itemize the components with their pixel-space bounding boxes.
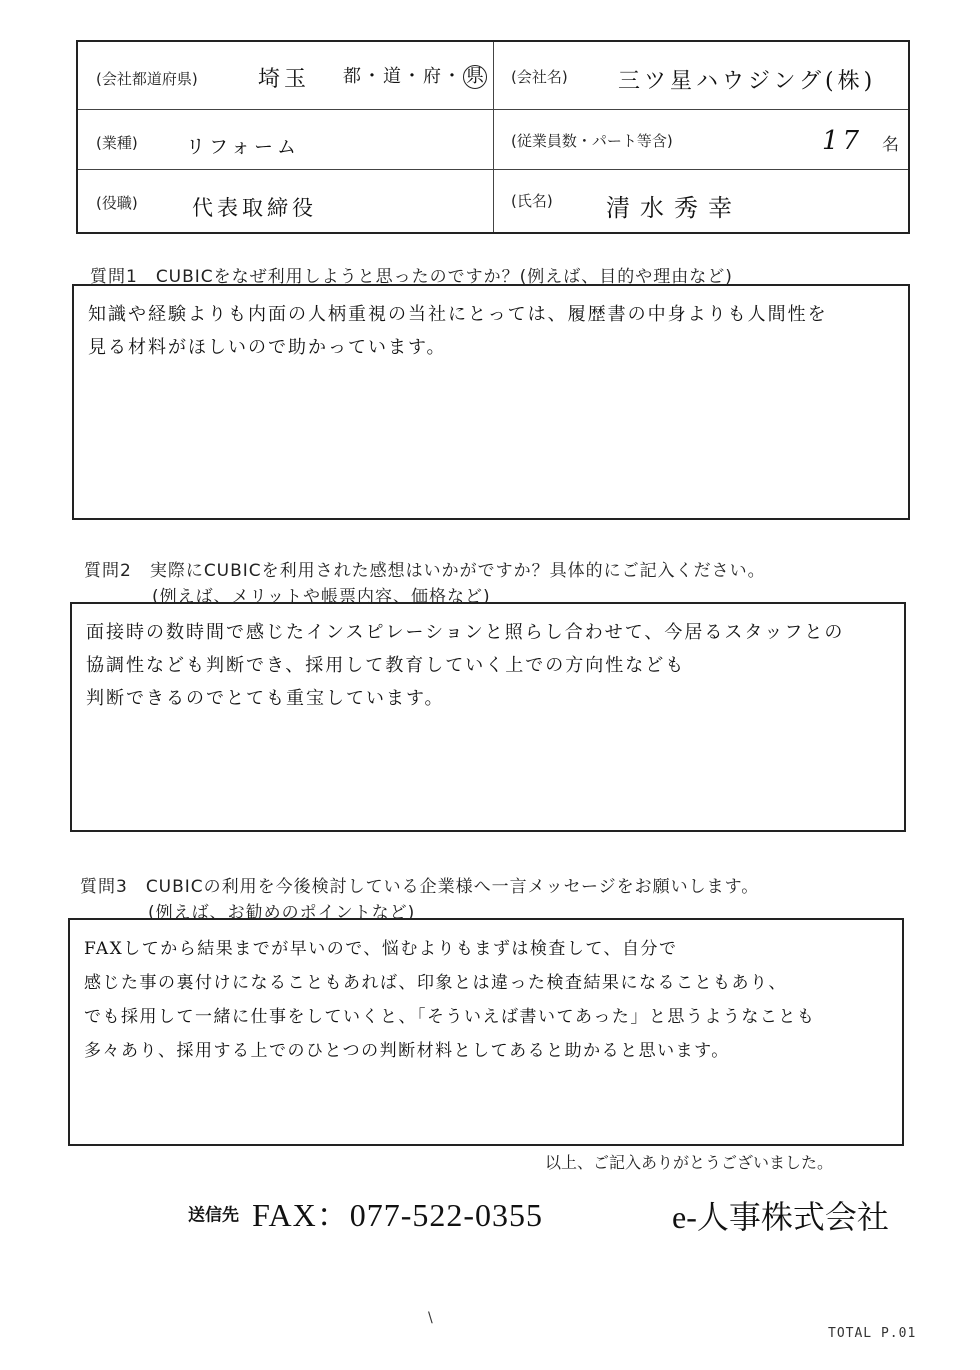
company-name: e-人事株式会社 xyxy=(672,1199,889,1235)
question-3-subtitle: (例えば、お勧めのポイントなど) xyxy=(148,903,416,923)
industry-label: (業種) xyxy=(96,134,138,152)
company-value: 三ツ星ハウジング(株) xyxy=(618,69,877,94)
question-3-answer-box xyxy=(68,918,904,1146)
fax-number: FAX：077-522-0355 xyxy=(252,1197,544,1233)
closing-thanks: 以上、ご記入ありがとうございました。 xyxy=(545,1153,834,1172)
column-divider xyxy=(493,110,494,169)
position-label: (役職) xyxy=(96,194,138,212)
name-value: 清水秀幸 xyxy=(606,194,742,222)
question-2-subtitle: (例えば、メリットや帳票内容、価格など) xyxy=(152,587,491,607)
answer-line: 協調性なども判断でき、採用して教育していく上での方向性なども xyxy=(86,655,686,676)
column-divider xyxy=(493,170,494,232)
name-label: (氏名) xyxy=(511,192,553,210)
fax-destination-label: 送信先 xyxy=(188,1205,239,1226)
prefecture-type-options: 都・道・府・ 県 xyxy=(343,62,487,89)
position-value: 代表取締役 xyxy=(192,196,317,220)
answer-line: でも採用して一緒に仕事をしていくと、「そういえば書いてあった」と思うようなことも xyxy=(84,1007,816,1027)
column-divider xyxy=(493,42,494,109)
info-row-prefecture-company xyxy=(78,42,908,110)
fax-destination xyxy=(188,1190,543,1236)
stray-mark: \ xyxy=(428,1310,433,1326)
question-1-answer-box xyxy=(72,284,910,520)
question-3-title: 質問3 CUBICの利用を今後検討している企業様へ一言メッセージをお願いします。 xyxy=(80,877,760,897)
question-1-answer xyxy=(88,298,898,364)
info-row-industry-employees xyxy=(78,110,908,170)
prefecture-option-fu: 府 xyxy=(423,66,443,87)
employees-value: 17 xyxy=(822,126,864,156)
answer-line: 見る材料がほしいので助かっています。 xyxy=(88,337,447,358)
answer-line: 多々あり、採用する上でのひとつの判断材料としてあると助かると思います。 xyxy=(84,1041,730,1061)
prefecture-option-do: 道 xyxy=(383,66,403,87)
answer-line: 判断できるのでとても重宝しています。 xyxy=(86,688,445,709)
question-2-answer xyxy=(86,616,894,715)
answer-line: 面接時の数時間で感じたインスピレーションと照らし合わせて、今居るスタッフとの xyxy=(86,622,845,643)
question-3-answer xyxy=(84,932,892,1068)
industry-value: リフォーム xyxy=(186,136,301,158)
page-number: TOTAL P.01 xyxy=(828,1326,917,1341)
prefecture-value: 埼玉 xyxy=(258,67,311,92)
info-row-position-name xyxy=(78,170,908,232)
employees-unit: 名 xyxy=(882,135,899,155)
employees-label: (従業員数・パート等含) xyxy=(511,132,673,150)
answer-line: 感じた事の裏付けになることもあれば、印象とは違った検査結果になることもあり、 xyxy=(84,973,787,993)
answer-line: FAXしてから結果までが早いので、悩むよりもまずは検査して、自分で xyxy=(84,939,678,959)
prefecture-label: (会社都道府県) xyxy=(96,70,198,88)
prefecture-option-ken-circled: 県 xyxy=(463,65,487,89)
prefecture-option-to: 都 xyxy=(343,66,363,87)
respondent-info-table xyxy=(76,40,910,234)
company-label: (会社名) xyxy=(511,68,568,86)
answer-line: 知識や経験よりも内面の人柄重視の当社にとっては、履歴書の中身よりも人間性を xyxy=(88,304,828,325)
question-1-title: 質問1 CUBICをなぜ利用しようと思ったのですか？(例えば、目的や理由など) xyxy=(90,267,733,287)
question-2-answer-box xyxy=(70,602,906,832)
question-2-title: 質問2 実際にCUBICを利用された感想はいかがですか？具体的にご記入ください。 xyxy=(84,561,766,581)
